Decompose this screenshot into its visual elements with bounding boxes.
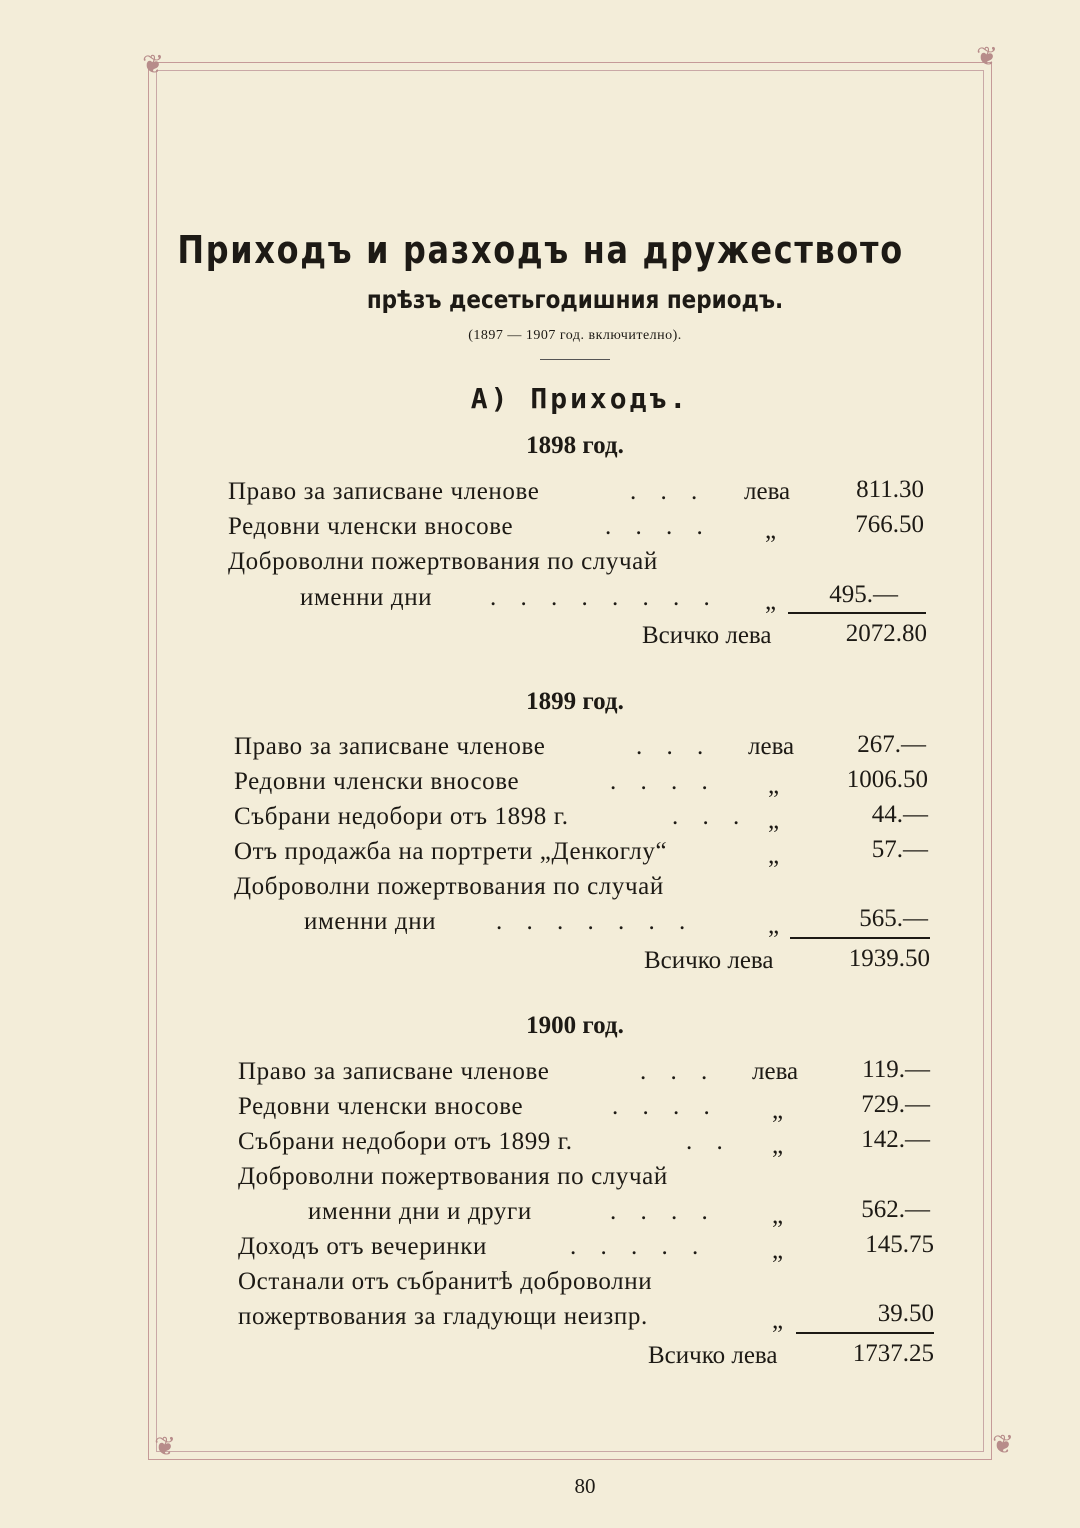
leader-dots: . . . . bbox=[612, 1093, 719, 1120]
row-amount: 44.— bbox=[871, 801, 928, 828]
row-unit: „ bbox=[768, 912, 780, 939]
row-amount: 811.30 bbox=[856, 476, 924, 503]
divider bbox=[540, 359, 610, 360]
row-label: Доходъ отъ вечеринки bbox=[238, 1233, 488, 1260]
total-label: Всичко лева bbox=[648, 1342, 778, 1369]
sum-rule bbox=[790, 937, 930, 939]
row-label: Редовни членски вносове bbox=[238, 1093, 524, 1120]
year-heading: 1899 год. bbox=[526, 688, 624, 715]
row-label: именни дни и други bbox=[308, 1198, 532, 1225]
corner-ornament-top-left: ❦ bbox=[142, 50, 164, 80]
row-label: Редовни членски вносове bbox=[234, 768, 520, 795]
page-subtitle: прѣзъ десетьгодишния периодъ. bbox=[366, 285, 784, 314]
row-amount: 1006.50 bbox=[846, 766, 928, 793]
total-amount: 1737.25 bbox=[852, 1340, 934, 1367]
row-unit: лева bbox=[752, 1058, 799, 1085]
leader-dots: . . . bbox=[640, 1058, 717, 1085]
row-label: Доброволни пожертвования по случай bbox=[228, 548, 658, 575]
section-heading: А) Приходъ. bbox=[470, 382, 690, 415]
row-amount: 565.— bbox=[859, 905, 928, 932]
row-unit: „ bbox=[765, 517, 777, 544]
row-amount: 562.— bbox=[861, 1196, 930, 1223]
row-label: Право за записване членове bbox=[238, 1058, 550, 1085]
row-unit: „ bbox=[768, 807, 780, 834]
leader-dots: . . . bbox=[672, 803, 749, 830]
total-amount: 1939.50 bbox=[848, 945, 930, 972]
row-label: Останали отъ събранитѣ доброволни bbox=[238, 1268, 653, 1295]
corner-ornament-bottom-left: ❦ bbox=[154, 1432, 176, 1462]
row-unit: „ bbox=[772, 1097, 784, 1124]
page-title: Приходъ и разходъ на дружеството bbox=[177, 228, 904, 272]
row-label: Събрани недобори отъ 1899 г. bbox=[238, 1128, 573, 1155]
year-heading: 1898 год. bbox=[526, 432, 624, 459]
total-amount: 2072.80 bbox=[845, 620, 927, 647]
row-amount: 766.50 bbox=[855, 511, 924, 538]
row-amount: 145.75 bbox=[865, 1231, 934, 1258]
total-label: Всичко лева bbox=[644, 947, 774, 974]
leader-dots: . . . . . bbox=[570, 1233, 708, 1260]
row-unit: „ bbox=[768, 772, 780, 799]
row-label: Право за записване членове bbox=[228, 478, 540, 505]
row-label: Доброволни пожертвования по случай bbox=[234, 873, 664, 900]
row-label: именни дни bbox=[304, 908, 437, 935]
row-unit: „ bbox=[772, 1132, 784, 1159]
row-label: Редовни членски вносове bbox=[228, 513, 514, 540]
row-label: Доброволни пожертвования по случай bbox=[238, 1163, 668, 1190]
row-unit: лева bbox=[744, 478, 791, 505]
sum-rule bbox=[788, 612, 926, 614]
row-unit: „ bbox=[772, 1237, 784, 1264]
row-unit: „ bbox=[765, 588, 777, 615]
row-amount: 729.— bbox=[861, 1091, 930, 1118]
row-label: Отъ продажба на портрети „Денкоглу“ bbox=[234, 838, 668, 865]
leader-dots: . . . . bbox=[610, 1198, 717, 1225]
row-amount: 142.— bbox=[861, 1126, 930, 1153]
corner-ornament-bottom-right: ❦ bbox=[992, 1430, 1014, 1460]
leader-dots: . . . bbox=[636, 733, 713, 760]
corner-ornament-top-right: ❦ bbox=[976, 42, 998, 72]
row-amount: 39.50 bbox=[877, 1300, 934, 1327]
leader-dots: . . . bbox=[630, 478, 707, 505]
year-heading: 1900 год. bbox=[526, 1012, 624, 1039]
leader-dots: . . . . bbox=[605, 513, 712, 540]
row-label: именни дни bbox=[300, 584, 433, 611]
row-unit: „ bbox=[772, 1307, 784, 1334]
leader-dots: . . . . . . . bbox=[496, 908, 695, 935]
row-unit: „ bbox=[772, 1202, 784, 1229]
period-note: (1897 — 1907 год. включително). bbox=[468, 328, 682, 343]
row-amount: 495.— bbox=[829, 581, 898, 608]
row-amount: 119.— bbox=[862, 1056, 930, 1083]
row-label: Право за записване членове bbox=[234, 733, 546, 760]
page-number: 80 bbox=[574, 1474, 596, 1498]
total-label: Всичко лева bbox=[642, 622, 772, 649]
leader-dots: . . bbox=[686, 1128, 732, 1155]
row-label: Събрани недобори отъ 1898 г. bbox=[234, 803, 569, 830]
row-amount: 57.— bbox=[871, 836, 928, 863]
row-unit: лева bbox=[748, 733, 795, 760]
row-label: пожертвования за гладующи неизпр. bbox=[238, 1303, 648, 1330]
row-amount: 267.— bbox=[857, 731, 926, 758]
row-unit: „ bbox=[768, 842, 780, 869]
leader-dots: . . . . bbox=[610, 768, 717, 795]
leader-dots: . . . . . . . . bbox=[490, 584, 719, 611]
sum-rule bbox=[796, 1332, 934, 1334]
